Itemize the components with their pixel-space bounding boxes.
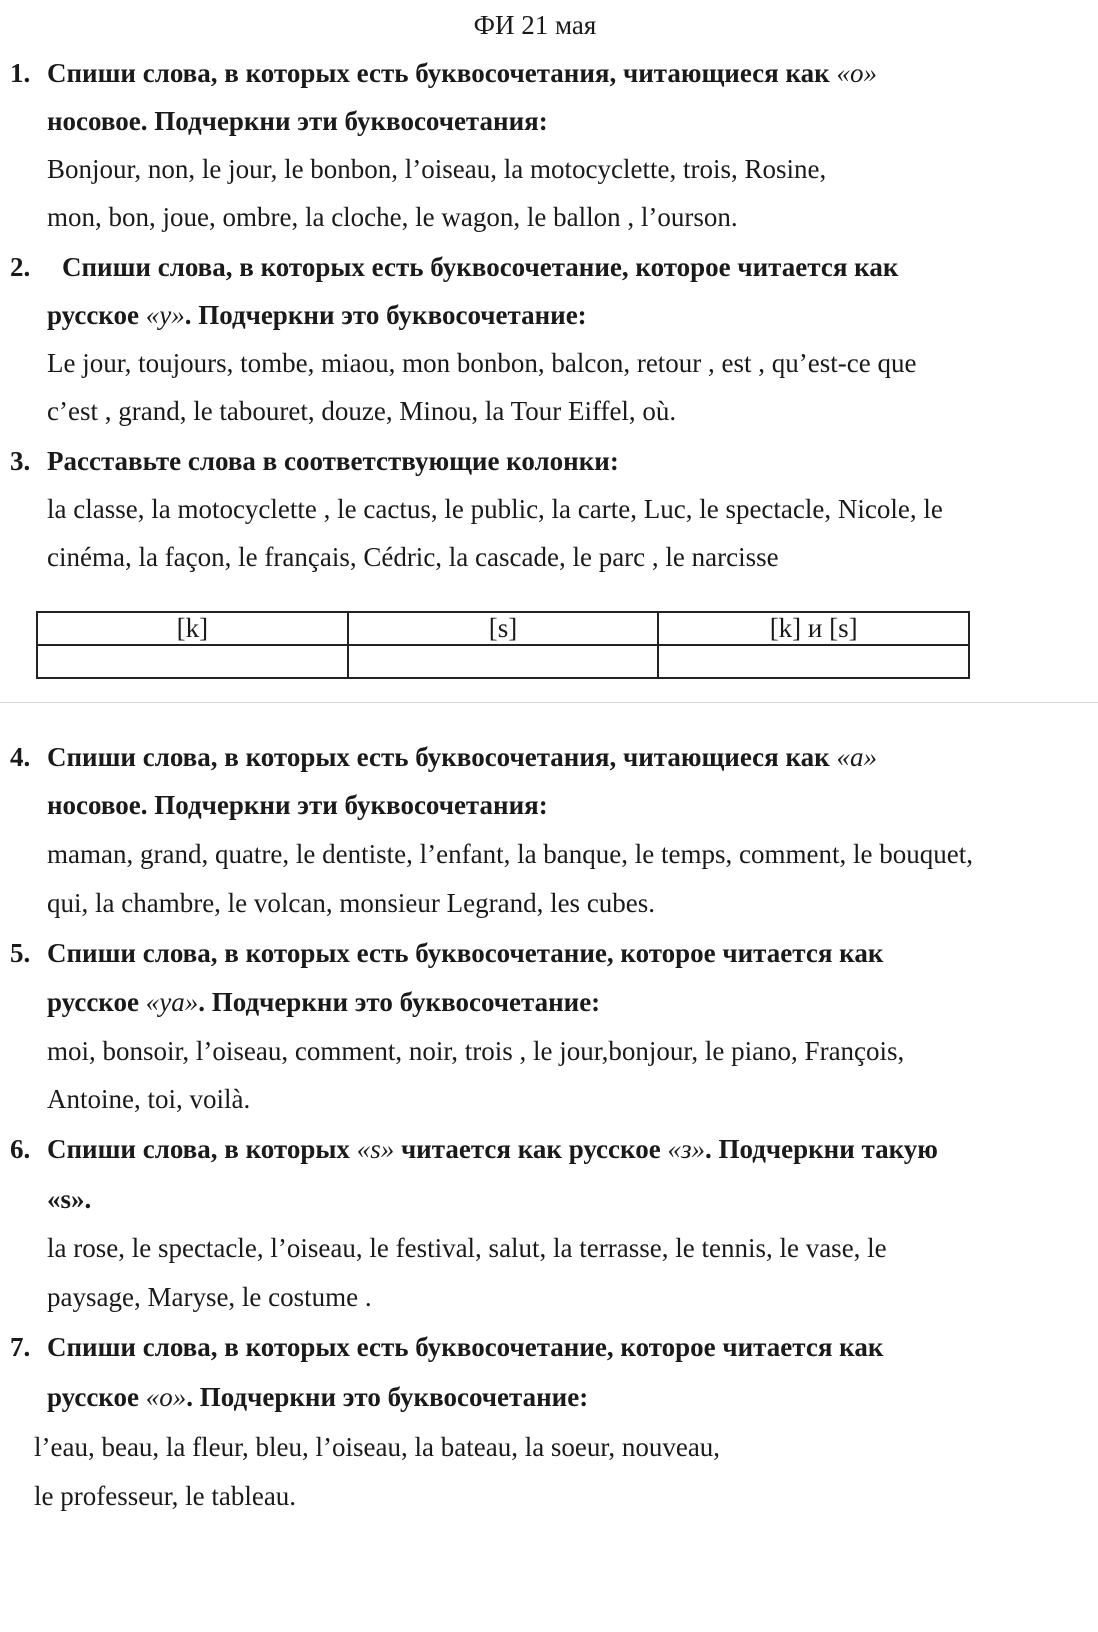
page-title: ФИ 21 мая (473, 10, 597, 40)
task-6-number: 6. (10, 1134, 31, 1164)
task-2-words-line-2: c’est , grand, le tabouret, douze, Minou, la Tour Eiffel, où. (47, 396, 677, 426)
table-header-row (37, 612, 969, 645)
task-6-words-line-1: la rose, le spectacle, l’oiseau, le festival, salut, la terrasse, le tennis, le vase, le (47, 1233, 887, 1263)
task-3-words-line-2: cinéma, la façon, le français, Cédric, la cascade, le parc , le narcisse (47, 542, 779, 572)
task-7-instruction-line-2: русское «о». Подчеркни это буквосочетание: (47, 1382, 589, 1412)
sound-columns-table (36, 611, 970, 679)
task-7-words-line-2: le professeur, le tableau. (34, 1481, 297, 1511)
task-6-instruction-line-1: Спиши слова, в которых «s» читается как русское «з». Подчеркни такую (47, 1134, 938, 1164)
task-4-instruction-line-1: Спиши слова, в которых есть буквосочетания, читающиеся как «а» (47, 742, 877, 772)
task-4-words-line-2: qui, la chambre, le volcan, monsieur Legrand, les cubes. (47, 888, 656, 918)
answer-cell-k-and-s[interactable] (658, 645, 969, 678)
task-1-number: 1. (10, 58, 31, 88)
task-3-number: 3. (10, 446, 31, 476)
task-3-instruction: Расставьте слова в соответствующие колонки: (47, 446, 619, 476)
task-5-number: 5. (10, 938, 31, 968)
task-6-instruction-line-2: «s». (47, 1184, 92, 1214)
task-4-words-line-1: maman, grand, quatre, le dentiste, l’enfant, la banque, le temps, comment, le bouquet, (47, 839, 973, 869)
task-5-words-line-2: Antoine, toi, voilà. (47, 1084, 251, 1114)
table-answer-row (37, 645, 969, 678)
page-divider (0, 702, 1098, 703)
column-header-k: [k] (37, 612, 348, 645)
task-1-instruction-line-1: Спиши слова, в которых есть буквосочетания, читающиеся как «о» (47, 58, 877, 88)
task-4-number: 4. (10, 742, 31, 772)
answer-cell-k[interactable] (37, 645, 348, 678)
task-3-words-line-1: la classe, la motocyclette , le cactus, le public, la carte, Luc, le spectacle, Nicole, le (47, 494, 943, 524)
task-2-words-line-1: Le jour, toujours, tombe, miaou, mon bonbon, balcon, retour , est , qu’est-ce que (47, 348, 917, 378)
task-2-instruction-line-1: Спиши слова, в которых есть буквосочетание, которое читается как (62, 252, 899, 282)
column-header-k-and-s: [k] и [s] (658, 612, 969, 645)
task-5-instruction-line-1: Спиши слова, в которых есть буквосочетание, которое читается как (47, 938, 884, 968)
task-2-number: 2. (10, 252, 31, 282)
task-2-instruction-line-2: русское «у». Подчеркни это буквосочетание: (47, 300, 587, 330)
column-header-s: [s] (348, 612, 659, 645)
task-5-words-line-1: moi, bonsoir, l’oiseau, comment, noir, trois , le jour,bonjour, le piano, François, (47, 1036, 905, 1066)
task-4-instruction-line-2: носовое. Подчеркни эти буквосочетания: (47, 790, 548, 820)
task-1-words-line-1: Bonjour, non, le jour, le bonbon, l’oiseau, la motocyclette, trois, Rosine, (47, 154, 827, 184)
task-1-instruction-line-2: носовое. Подчеркни эти буквосочетания: (47, 106, 548, 136)
answer-cell-s[interactable] (348, 645, 659, 678)
task-7-number: 7. (10, 1332, 31, 1362)
task-7-words-line-1: l’eau, beau, la fleur, bleu, l’oiseau, la bateau, la soeur, nouveau, (34, 1432, 721, 1462)
task-6-words-line-2: paysage, Maryse, le costume . (47, 1282, 372, 1312)
task-1-words-line-2: mon, bon, joue, ombre, la cloche, le wagon, le ballon , l’ourson. (47, 202, 738, 232)
task-5-instruction-line-2: русское «уа». Подчеркни это буквосочетание: (47, 987, 601, 1017)
task-7-instruction-line-1: Спиши слова, в которых есть буквосочетание, которое читается как (47, 1332, 884, 1362)
